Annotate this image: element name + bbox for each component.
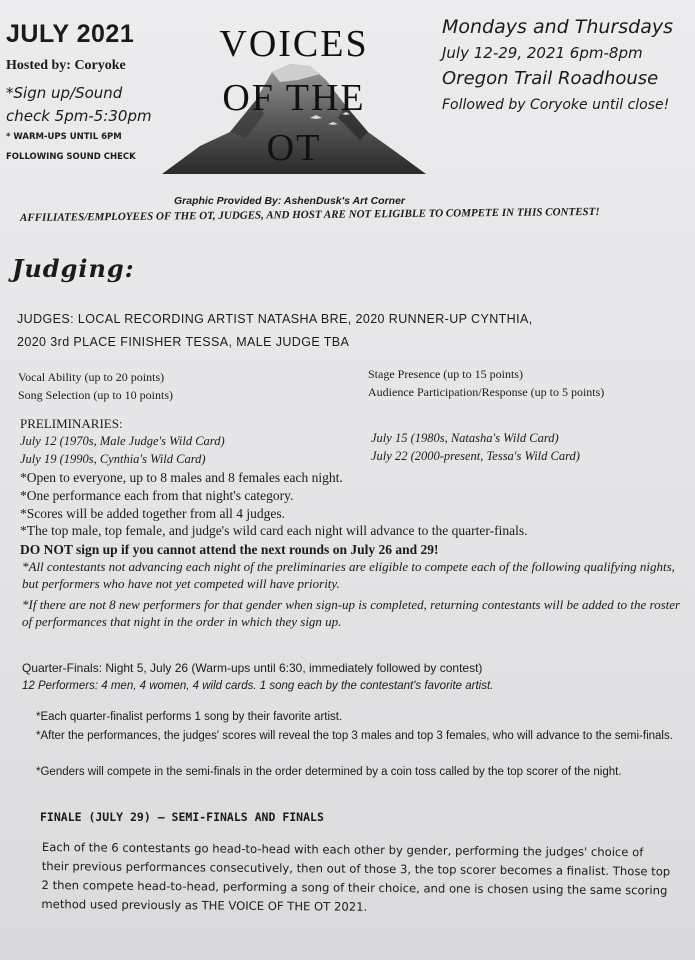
finale-description: Each of the 6 contestants go head-to-head with each other by gender, performing the judges' choice of their previous performances consecutively, then out of those 3, the top scorer becomes a finalist. Those top 2 then compete head-to-head, performing a song of their choice, and one is chosen using the same scoring method used previously as THE VOICE OF THE OT 2021. bbox=[41, 839, 671, 914]
qf-rule-song: *Each quarter-finalist performs 1 song by their favorite artist. bbox=[36, 711, 343, 723]
signup-time-line1: *Sign up/Sound bbox=[6, 84, 123, 102]
prelim-rule-advance: *The top male, top female, and judge's wild card each night will advance to the quarter-finals. bbox=[20, 523, 528, 538]
prelim-date-july-15: July 15 (1980s, Natasha's Wild Card) bbox=[371, 431, 559, 445]
signup-time-line2: check 5pm-5:30pm bbox=[6, 107, 152, 125]
event-dates-time: July 12-29, 2021 6pm-8pm bbox=[442, 44, 643, 62]
quarter-finals-line: Quarter-Finals: Night 5, July 26 (Warm-ups until 6:30, immediately followed by contest) bbox=[22, 661, 483, 675]
finale-heading: FINALE (JULY 29) – SEMI-FINALS AND FINALS bbox=[40, 810, 324, 824]
prelim-rule-attendance: DO NOT sign up if you cannot attend the next rounds on July 26 and 29! bbox=[20, 542, 439, 557]
prelim-rule-performance: *One performance each from that night's category. bbox=[20, 488, 294, 503]
qf-rule-advance: *After the performances, the judges' scores will reveal the top 3 males and top 3 females, who will advance to the semi-finals. bbox=[36, 730, 673, 742]
prelim-date-july-22: July 22 (2000-present, Tessa's Wild Card) bbox=[371, 449, 580, 463]
logo-line1: VOICES bbox=[219, 23, 369, 65]
preliminaries-heading: PRELIMINARIES: bbox=[20, 416, 123, 431]
criterion-vocal-ability: Vocal Ability (up to 20 points) bbox=[18, 370, 165, 384]
event-month-title: JULY 2021 bbox=[6, 20, 135, 48]
judging-heading: Judging: bbox=[12, 254, 135, 283]
graphic-credit: Graphic Provided By: AshenDusk's Art Corner bbox=[174, 195, 406, 207]
criterion-stage-presence: Stage Presence (up to 15 points) bbox=[368, 367, 523, 381]
prelim-note-returning: *If there are not 8 new performers for that gender when sign-up is completed, returning contestants will be added to the roster of performances that night in the order in which they sign up. bbox=[22, 597, 681, 629]
prelim-note-eligibility: *All contestants not advancing each night of the preliminaries are eligible to compete each of the following qualifying nights, but performers who have not yet competed will have priority. bbox=[22, 559, 675, 591]
criterion-audience-participation: Audience Participation/Response (up to 5 points) bbox=[368, 385, 605, 399]
event-days: Mondays and Thursdays bbox=[442, 16, 673, 38]
judges-line1: JUDGES: LOCAL RECORDING ARTIST NATASHA BRE, 2020 RUNNER-UP CYNTHIA, bbox=[17, 312, 533, 326]
prelim-date-july-19: July 19 (1990s, Cynthia's Wild Card) bbox=[20, 452, 206, 466]
qf-rule-coin-toss: *Genders will compete in the semi-finals in the order determined by a coin toss called by the top scorer of the night. bbox=[36, 766, 622, 778]
warmups-line1: * WARM-UPS UNTIL 6PM bbox=[6, 132, 122, 142]
warmups-line2: FOLLOWING SOUND CHECK bbox=[6, 152, 136, 162]
quarter-finals-performers: 12 Performers: 4 men, 4 women, 4 wild cards. 1 song each by the contestant's favorite artist. bbox=[22, 680, 494, 692]
prelim-rule-open: *Open to everyone, up to 8 males and 8 females each night. bbox=[20, 470, 343, 485]
logo-line3: OT bbox=[266, 127, 322, 169]
prelim-date-july-12: July 12 (1970s, Male Judge's Wild Card) bbox=[20, 434, 225, 448]
logo-line2: OF THE bbox=[222, 77, 366, 119]
prelim-rule-scores: *Scores will be added together from all 4 judges. bbox=[20, 506, 286, 521]
voices-of-the-ot-logo bbox=[160, 14, 428, 178]
host-line: Hosted by: Coryoke bbox=[6, 58, 126, 73]
criterion-song-selection: Song Selection (up to 10 points) bbox=[18, 388, 173, 402]
event-venue: Oregon Trail Roadhouse bbox=[442, 68, 659, 89]
after-event-note: Followed by Coryoke until close! bbox=[442, 97, 670, 113]
eligibility-warning: AFFILIATES/EMPLOYEES OF THE OT, JUDGES, AND HOST ARE NOT ELIGIBLE TO COMPETE IN THIS CONTEST! bbox=[19, 205, 600, 224]
judges-line2: 2020 3rd PLACE FINISHER TESSA, MALE JUDGE TBA bbox=[17, 335, 350, 349]
